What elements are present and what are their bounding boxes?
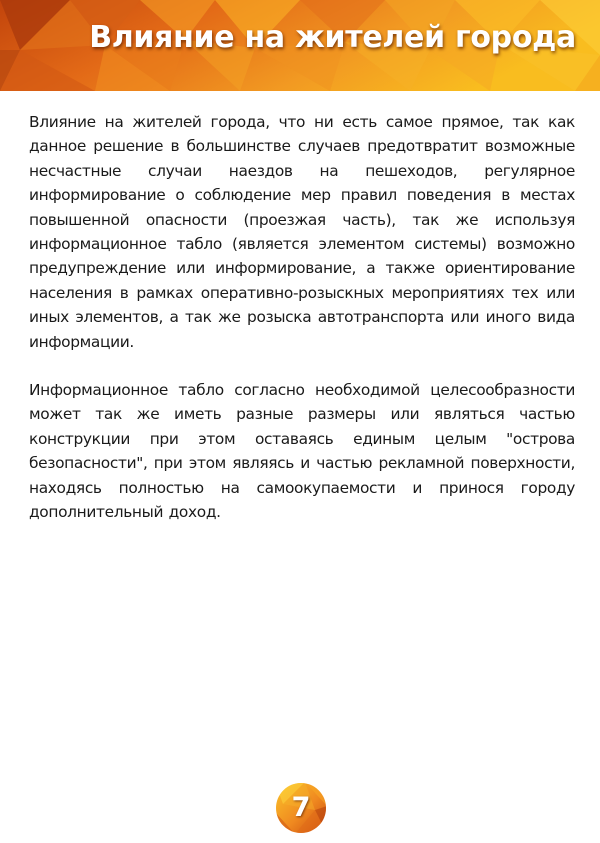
page-number: 7 xyxy=(291,792,311,823)
body-paragraph-2: Информационное табло согласно необходимой целесообразности может так же иметь разные размеры или являться частью конструкции при этом оставаясь единым целым "острова безопасности", при этом являясь и частью рекламной поверхности, находясь полностью на самоокупаемости и принося городу дополнительный доход. xyxy=(29,381,575,522)
page-number-badge xyxy=(275,782,327,834)
header-banner xyxy=(0,0,600,91)
page-title: Влияние на жителей города xyxy=(89,20,576,55)
main-content xyxy=(29,110,575,549)
body-paragraph-1: Влияние на жителей города, что ни есть самое прямое, так как данное решение в большинстве случаев предотвратит возможные несчастные случаи наездов на пешеходов, регулярное информирование о соблюдение мер правил поведения в местах повышенной опасности (проезжая часть), так же используя информационное табло (является элементом системы) возможно предупреждение или информирование, а также ориентирование населения в рамках оперативно-розыскных мероприятиях тех или иных элементов, а так же розыска автотранспорта или иного вида информации. xyxy=(29,113,575,351)
